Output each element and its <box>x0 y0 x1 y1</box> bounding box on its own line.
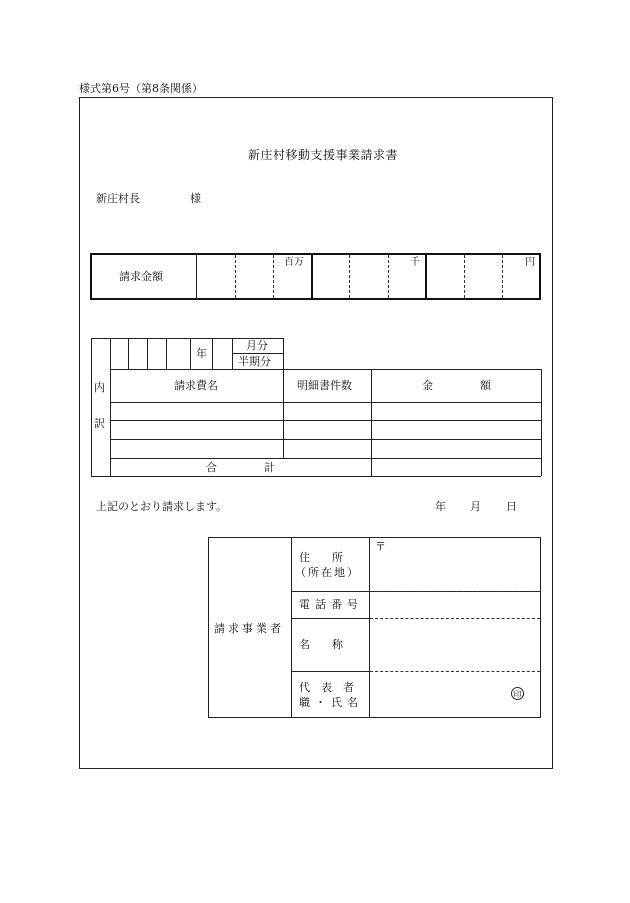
col-count-header: 明細書件数 <box>297 379 352 392</box>
half-period-label: 半期分 <box>238 355 271 368</box>
dashed-line <box>370 671 540 672</box>
name-label: 名 称 <box>299 638 343 651</box>
line <box>110 439 541 440</box>
line <box>110 338 111 476</box>
breakdown-side-label-1: 内 <box>94 381 105 394</box>
form-number: 様式第6号（第8条関係） <box>79 82 203 95</box>
dashed-line <box>370 618 540 619</box>
col-amount-header-2: 額 <box>480 379 491 392</box>
col-item-header: 請求費名 <box>174 379 218 392</box>
line <box>283 338 284 369</box>
amount-label: 請求金額 <box>119 270 163 283</box>
line <box>190 338 191 369</box>
total-label-2: 計 <box>264 461 275 474</box>
rep-label-2: 職・氏名 <box>299 696 363 709</box>
line <box>110 420 541 421</box>
phone-label: 電話番号 <box>299 598 363 611</box>
line <box>291 618 370 619</box>
line <box>147 338 148 369</box>
line <box>291 671 370 672</box>
line <box>371 369 372 476</box>
total-label-1: 合 <box>206 461 217 474</box>
digit-divider <box>349 255 350 298</box>
col-amount-header-1: 金 <box>422 379 433 392</box>
month-portion-label: 月分 <box>246 339 268 352</box>
breakdown-side-label-2: 訳 <box>94 417 105 430</box>
line <box>110 402 541 403</box>
amount-divider-thousand <box>425 254 427 299</box>
line <box>283 369 284 458</box>
addressee-honorific: 様 <box>190 192 201 205</box>
line <box>91 338 92 476</box>
rep-label-1: 代 表 者 <box>299 681 354 694</box>
date-year: 年 <box>435 500 446 513</box>
line <box>541 369 542 476</box>
line <box>166 338 167 369</box>
amount-divider-million <box>311 254 313 299</box>
addressee-name: 新庄村長 <box>96 192 140 205</box>
line <box>110 458 541 459</box>
line <box>212 338 213 369</box>
address-label-1: 住 所 <box>299 551 343 564</box>
unit-thousand: 千 <box>410 257 420 268</box>
line <box>128 338 129 369</box>
line <box>232 353 283 354</box>
digit-divider <box>502 255 503 298</box>
unit-yen: 円 <box>525 257 535 268</box>
digit-divider <box>235 255 236 298</box>
digit-divider <box>273 255 274 298</box>
address-label-2: （所在地） <box>295 566 360 579</box>
dashed-line <box>370 591 540 592</box>
digit-divider <box>388 255 389 298</box>
date-month: 月 <box>470 500 481 513</box>
date-day: 日 <box>506 500 517 513</box>
line <box>91 476 541 477</box>
postal-mark: 〒 <box>375 540 386 553</box>
line <box>291 537 292 718</box>
line <box>369 537 370 718</box>
form-title: 新庄村移動支援事業請求書 <box>248 148 399 162</box>
seal-mark-icon: 印 <box>511 687 524 700</box>
statement-text: 上記のとおり請求します。 <box>96 500 228 513</box>
claimant-label: 請求事業者 <box>214 622 284 635</box>
unit-million: 百万 <box>284 257 304 268</box>
line <box>110 369 541 370</box>
digit-divider <box>464 255 465 298</box>
amount-divider <box>196 254 197 299</box>
year-label: 年 <box>196 347 207 360</box>
